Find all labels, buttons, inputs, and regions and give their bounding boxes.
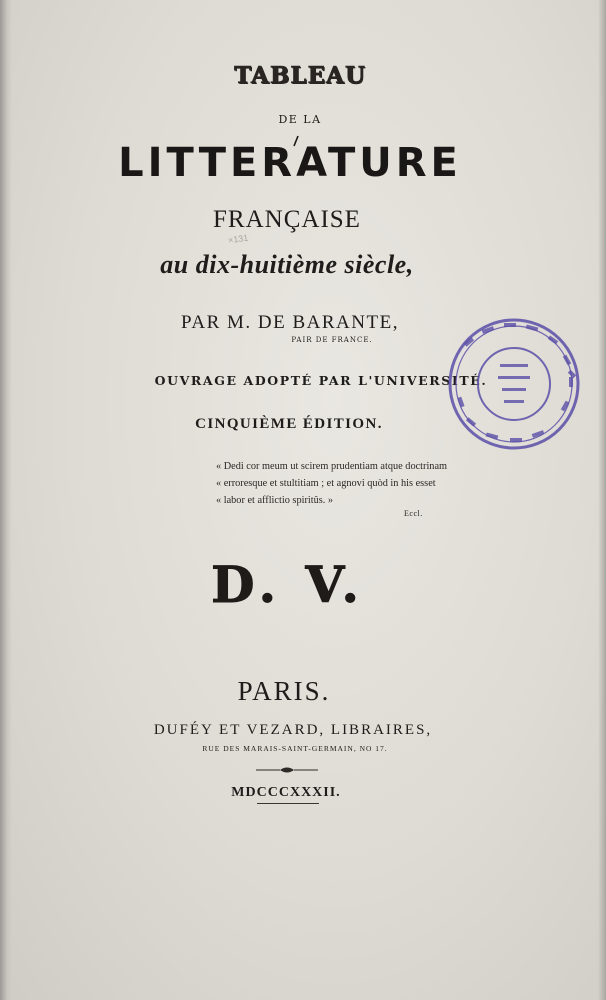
heading-tableau: TABLEAU — [234, 62, 366, 89]
heading-siecle: au dix-huitième siècle, — [160, 250, 414, 279]
author-line: PAR M. DE BARANTE, — [181, 312, 399, 333]
imprint-publisher: DUFÉY ET VEZARD, LIBRAIRES, — [153, 722, 433, 738]
adoption-note: OUVRAGE ADOPTÉ PAR L'UNIVERSITÉ. — [154, 373, 488, 388]
epigraph-line: « labor et afflictio spiritûs. » — [216, 495, 334, 506]
epigraph-line: « erroresque et stultitiam ; et agnovi quòd in his esset — [216, 478, 436, 489]
edition-line: CINQUIÈME ÉDITION. — [195, 416, 383, 432]
ornament-rule-icon — [256, 766, 318, 774]
library-stamp-icon — [444, 314, 584, 454]
imprint-address: RUE DES MARAIS-SAINT-GERMAIN, NO 17. — [202, 744, 388, 753]
year-underline — [257, 803, 319, 804]
heading-francaise: FRANÇAISE — [213, 206, 361, 233]
epigraph-line: « Dedi cor meum ut scirem prudentiam atque doctrinam — [216, 461, 448, 472]
page-edge-shadow-right — [598, 0, 606, 1000]
imprint-year: MDCCCXXXII. — [231, 785, 341, 800]
heading-litterature: LITTERATURE — [118, 140, 462, 186]
heading-de-la: DE LA — [278, 113, 322, 126]
pencil-note: ×131 — [227, 232, 249, 246]
publisher-monogram: D. V. — [211, 555, 365, 614]
imprint-city: PARIS. — [237, 676, 331, 706]
author-title: PAIR DE FRANCE. — [291, 336, 373, 344]
epigraph-source: Eccl. — [404, 509, 423, 518]
